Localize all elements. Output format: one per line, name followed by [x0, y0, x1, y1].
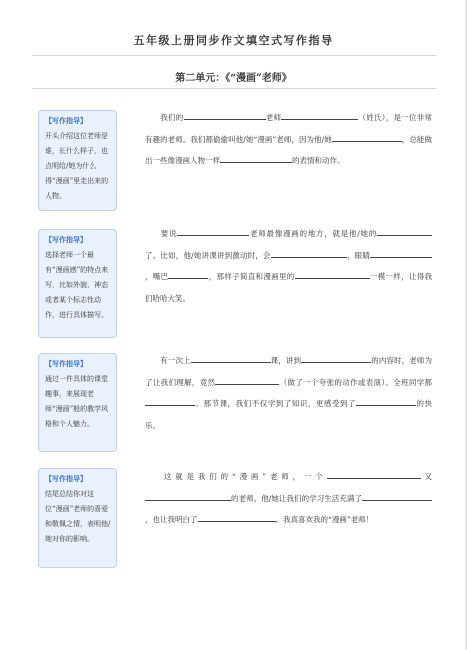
paragraph-text: ，嘴巴	[145, 272, 169, 281]
paragraph-text: 受到了	[331, 399, 356, 408]
paragraph-4	[145, 466, 432, 531]
paragraph-2	[145, 223, 432, 309]
writing-tip-text: 开头介绍这位老师是谁，长什么样子，也点明给/她为什么得“漫画”里走出来的人物。	[45, 132, 109, 200]
title-divider	[32, 55, 436, 56]
writing-tip-label: 【写作指导】	[45, 117, 87, 125]
paragraph-text: 这就是我们的“漫画”老师，一个	[160, 472, 327, 481]
paragraph-text: 演）。全班同学都	[373, 377, 433, 387]
paragraph-text: 了。比如，他/她讲课讲到激动时，会	[145, 250, 271, 260]
fill-blank[interactable]	[145, 396, 195, 406]
paragraph-text: 的	[292, 156, 300, 165]
fill-blank[interactable]	[281, 110, 358, 120]
paragraph-text: 又	[420, 472, 432, 481]
paragraph-text: ，总能做出一些像漫画人物一样	[145, 134, 432, 165]
writing-tip-label: 【写作指导】	[45, 475, 87, 483]
writing-tip-box-2	[38, 229, 117, 338]
writing-tip-text: 选择老师一个最有“漫画感”的特点来写，比如外貌、神态或者某个标志性动作，进行具体描写。	[45, 251, 109, 319]
paragraph-text: （姓氏），是一位	[358, 113, 417, 122]
unit-title: 第二单元：《“漫画”老师》	[175, 73, 292, 84]
paragraph-1	[145, 107, 432, 172]
fill-blank[interactable]	[362, 491, 432, 501]
paragraph-text: 样，让得我们哈哈大笑。	[145, 272, 433, 303]
paragraph-text: ，也让我明白了	[145, 515, 198, 524]
paragraph-text: 的内容时，	[371, 356, 410, 365]
writing-tip-box-1	[38, 110, 117, 211]
subtitle-divider	[32, 88, 436, 89]
paragraph-text: 课，讲到	[270, 356, 302, 365]
paragraph-3	[145, 350, 432, 436]
paragraph-text: ，那样子简直和漫画里的	[208, 272, 295, 281]
writing-tip-box-4	[38, 468, 117, 568]
document-title: 五年级上册同步作文填空式写作指导	[133, 34, 334, 47]
fill-blank[interactable]	[220, 153, 292, 163]
fill-blank[interactable]	[332, 132, 402, 142]
writing-tip-text: 通过一件具体的课堂趣事，来展现老师“漫画”般的教学风格和个人魅力。	[45, 375, 109, 428]
fill-blank[interactable]	[370, 248, 432, 258]
fill-blank[interactable]	[356, 396, 416, 406]
paragraph-text: “漫画”老师！	[328, 515, 374, 524]
fill-blank[interactable]	[191, 353, 271, 363]
fill-blank[interactable]	[215, 375, 279, 385]
paragraph-text: 。我真喜欢我的	[275, 515, 328, 524]
writing-tip-text: 结尾总结你对这位“漫画”老师的喜爱和敬佩之情，表明他/她对你的影响。	[45, 490, 111, 543]
paragraph-text: 老师最像漫画的地方，就是他/她的	[249, 229, 377, 238]
paragraph-text: 老师	[265, 113, 282, 122]
fill-blank[interactable]	[271, 248, 347, 258]
paragraph-text: 我们的	[160, 113, 184, 122]
fill-blank[interactable]	[177, 226, 249, 236]
fill-blank[interactable]	[295, 269, 370, 279]
fill-blank[interactable]	[301, 353, 371, 363]
fill-blank[interactable]	[198, 512, 276, 522]
paragraph-text: 的老师。他/她让我们的学习生活充满了	[231, 493, 362, 503]
fill-blank[interactable]	[145, 491, 231, 501]
writing-tip-box-3	[38, 353, 117, 452]
fill-blank[interactable]	[327, 469, 421, 479]
paragraph-text: （做了一个夸张的动作或表	[279, 377, 374, 387]
paragraph-text: 一模一	[369, 272, 394, 281]
paragraph-text: 。那节课，我们不仅学到了知识，更感	[195, 399, 332, 408]
paragraph-text: 的快乐。	[145, 399, 433, 430]
paragraph-text: 要说	[160, 229, 178, 238]
fill-blank[interactable]	[168, 269, 208, 279]
paragraph-text: 老师为了让我们理解，竟然	[145, 356, 433, 387]
writing-tip-label: 【写作指导】	[45, 360, 87, 368]
paragraph-text: ，眼睛	[346, 250, 371, 260]
writing-tip-label: 【写作指导】	[45, 236, 87, 244]
fill-blank[interactable]	[184, 110, 266, 120]
fill-blank[interactable]	[377, 226, 432, 236]
paragraph-text: 有一次上	[160, 356, 191, 365]
paragraph-text: 非常有趣的老师。我们都偷偷叫他/她“漫画”老师，因为他/她	[145, 113, 432, 144]
paragraph-text: 表情和动作。	[299, 156, 345, 165]
